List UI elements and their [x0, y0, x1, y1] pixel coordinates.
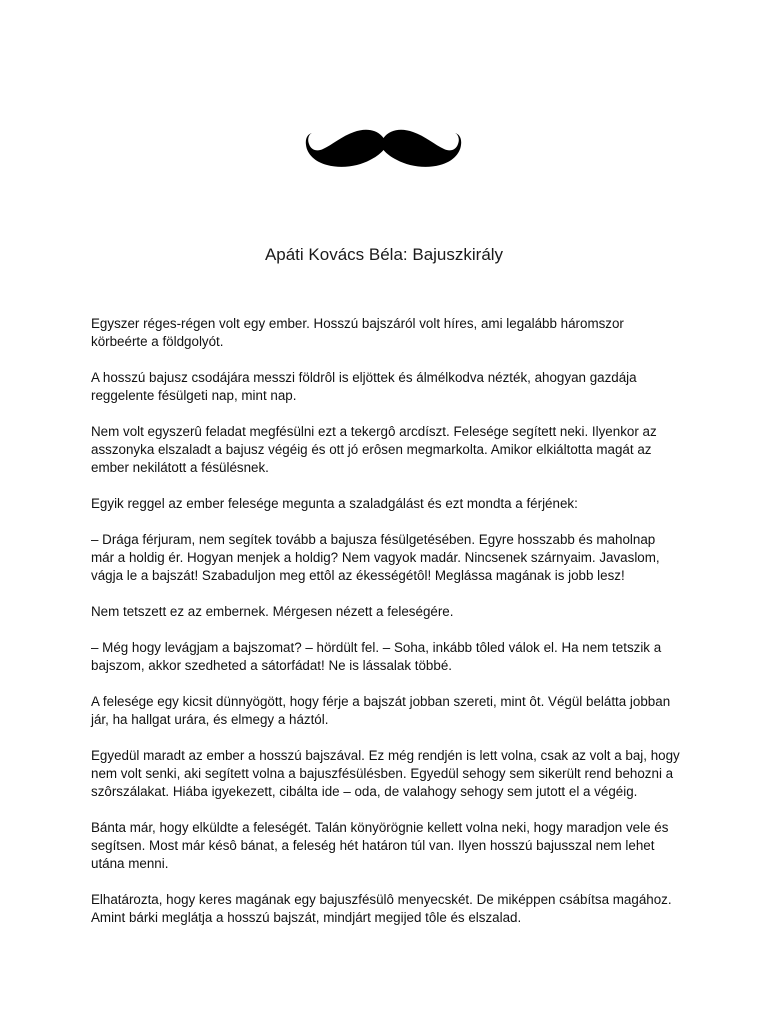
paragraph: Egyik reggel az ember felesége megunta a szaladgálást és ezt mondta a férjének:	[91, 496, 578, 511]
paragraph: Nem tetszett ez az embernek. Mérgesen nézett a feleségére.	[91, 604, 454, 619]
document-body	[91, 315, 681, 945]
paragraph: – Még hogy levágjam a bajszomat? – hördült fel. – Soha, inkább tôled válok el. Ha nem tetszik a bajszom, akkor szedheted a sátorfádat! Ne is lássalak többé.	[91, 640, 662, 673]
paragraph: Nem volt egyszerû feladat megfésülni ezt a tekergô arcdíszt. Felesége segített neki. Ilyenkor az asszonyka elszaladt a bajusz végéig és ott jó erôsen megmarkolta. Amikor elkiáltotta magát az ember nekilátott a fésülésnek.	[91, 424, 657, 475]
paragraph: A felesége egy kicsit dünnyögött, hogy férje a bajszát jobban szereti, mint ôt. Végül belátta jobban jár, ha hallgat urára, és elmegy a háztól.	[91, 694, 671, 727]
paragraph: Elhatározta, hogy keres magának egy bajuszfésülô menyecskét. De miképpen csábítsa magához. Amint bárki meglátja a hosszú bajszát, mindjárt megijed tôle és elszalad.	[91, 892, 672, 925]
paragraph: – Drága férjuram, nem segítek tovább a bajusza fésülgetésében. Egyre hosszabb és maholnap már a holdig ér. Hogyan menjek a holdig? Nem vagyok madár. Nincsenek szárnyaim. Javaslom, vágja le a bajszát! Szabaduljon meg ettôl az ékességétôl! Meglássa magának is jobb lesz!	[91, 532, 660, 583]
paragraph: Egyedül maradt az ember a hosszú bajszával. Ez még rendjén is lett volna, csak az volt a baj, hogy nem volt senki, aki segített volna a bajuszfésülésben. Egyedül sehogy sem sikerült rend behozni a szôrszálakat. Hiába igyekezett, cibálta ide – oda, de valahogy sehogy sem jutott el a végéig.	[91, 748, 680, 799]
document-title: Apáti Kovács Béla: Bajuszkirály	[264, 245, 504, 264]
mustache-icon	[305, 128, 462, 172]
paragraph: A hosszú bajusz csodájára messzi földrôl is eljöttek és álmélkodva nézték, ahogyan gazdája reggelente fésülgeti nap, mint nap.	[91, 370, 637, 403]
paragraph: Egyszer réges-régen volt egy ember. Hosszú bajszáról volt híres, ami legalább háromszor körbeérte a földgolyót.	[91, 316, 624, 349]
paragraph: Bánta már, hogy elküldte a feleségét. Talán könyörögnie kellett volna neki, hogy maradjon vele és segítsen. Most már késô bánat, a feleség hét határon túl van. Ilyen hosszú bajusszal nem lehet utána menni.	[91, 820, 669, 871]
